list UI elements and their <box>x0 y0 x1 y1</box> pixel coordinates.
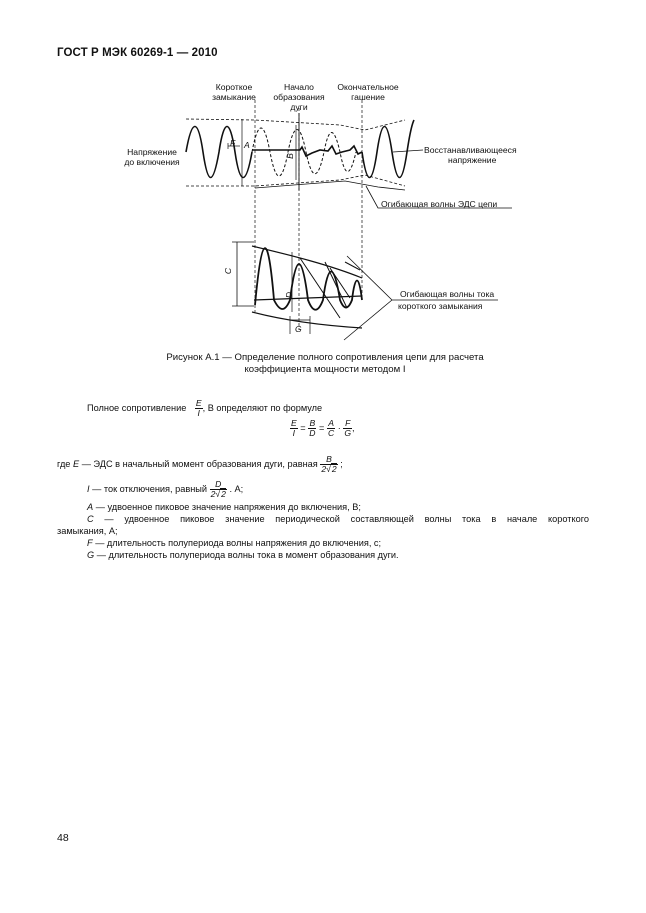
f3-den: C <box>327 428 335 438</box>
f2-den: D <box>309 428 316 438</box>
formula-dot: · <box>337 422 341 433</box>
i-frac-num: D <box>210 480 227 490</box>
g-var: G <box>87 550 95 560</box>
formula-eq2: = <box>319 422 325 433</box>
formula-frac-ei <box>290 419 298 438</box>
where-frac-num: B <box>320 455 337 465</box>
page-number: 48 <box>57 832 69 844</box>
dim-label-g: G <box>295 324 302 334</box>
where-den-b: 2 <box>331 464 337 474</box>
intro-after: , В определяют по формуле <box>202 402 323 413</box>
label-recovery-l2: напряжение <box>448 155 497 165</box>
definition-f <box>87 537 381 549</box>
definition-a <box>87 501 361 513</box>
definition-c-cont: замыкания, А; <box>57 526 118 536</box>
f2-num: B <box>309 418 316 428</box>
intro-text: Полное сопротивление <box>87 402 187 413</box>
dim-label-b: B <box>284 153 295 159</box>
dim-label-d: D <box>284 291 295 299</box>
f1-den: I <box>292 428 296 438</box>
f1-num: E <box>291 418 297 428</box>
label-voltage-before <box>114 147 190 167</box>
label-short-circuit-l2: замыкание <box>212 92 256 102</box>
a-text: — удвоенное пиковое значение напряжения до включения, В; <box>95 502 361 512</box>
i-var: I <box>87 483 90 494</box>
intro-paragraph <box>87 399 322 418</box>
c-var: C <box>87 514 94 524</box>
label-final-extinction <box>330 82 406 102</box>
where-var: E <box>72 458 80 469</box>
label-voltage-before-l1: Напряжение <box>127 147 177 157</box>
formula-end: , <box>352 422 355 433</box>
i-text: — ток отключения, равный <box>92 483 208 494</box>
i-den-a: 2 <box>210 489 216 499</box>
f3-num: A <box>328 418 334 428</box>
caption-line2: коэффициента мощности методом I <box>244 364 406 375</box>
label-voltage-before-l2: до включения <box>124 157 180 167</box>
formula-frac-fg <box>343 419 352 438</box>
label-final-ext-l1: Окончательное <box>337 82 399 92</box>
emf-envelope-line <box>255 181 405 190</box>
standard-header: ГОСТ Р МЭК 60269-1 — 2010 <box>57 47 218 59</box>
f-var: F <box>87 538 93 548</box>
where-text: — ЭДС в начальный момент образования дуги, равная <box>81 458 318 469</box>
where-den-a: 2 <box>321 464 327 474</box>
where-end: ; <box>340 458 343 469</box>
i-end: . А; <box>229 483 244 494</box>
label-final-ext-l2: гашение <box>351 92 385 102</box>
label-current-envelope-l2: короткого замыкания <box>398 301 483 311</box>
current-wave <box>255 248 362 310</box>
label-short-circuit-l1: Короткое <box>215 82 253 92</box>
i-frac-den: 2√2 <box>210 489 226 499</box>
f4-den: G <box>344 428 352 438</box>
c-text: — удвоенное пиковое значение периодической составляющей волны тока в начале короткого <box>104 514 589 524</box>
label-short-circuit <box>203 82 265 102</box>
dim-label-c: C <box>223 267 234 275</box>
a-var: A <box>87 502 94 512</box>
where-fraction <box>320 455 337 474</box>
label-arc-start <box>266 82 332 112</box>
label-arc-start-l1: Начало <box>284 82 314 92</box>
definition-i <box>87 480 243 499</box>
dim-label-f: F <box>230 138 236 148</box>
label-emf-envelope: Огибающая волны ЭДС цепи <box>381 199 498 209</box>
definition-g <box>87 549 399 561</box>
label-recovery-voltage <box>424 145 517 165</box>
where-frac-den: 2√2 <box>321 464 337 474</box>
label-current-envelope-l1: Огибающая волны тока <box>400 289 495 299</box>
intro-frac-num: E <box>195 398 202 408</box>
dim-label-a: A <box>244 140 250 150</box>
f-text: — длительность полупериода волны напряжения до включения, с; <box>95 538 382 548</box>
label-arc-start-l3: дуги <box>290 102 308 112</box>
intro-frac-den: I <box>197 408 200 418</box>
formula-frac-ac <box>327 419 335 438</box>
figure-caption <box>120 352 530 376</box>
label-recovery-l1: Восстанавливающееся <box>424 145 517 155</box>
recovery-voltage-wave <box>362 120 414 178</box>
intro-fraction <box>195 399 203 418</box>
where-prefix: где <box>57 458 71 469</box>
i-den-b: 2 <box>221 489 226 499</box>
g-text: — длительность полупериода волны тока в момент образования дуги. <box>96 550 399 560</box>
main-formula <box>290 419 355 438</box>
definition-e <box>57 455 343 474</box>
caption-line1: Рисунок А.1 — Определение полного сопротивления цепи для расчета <box>166 352 484 363</box>
label-arc-start-l2: образования <box>273 92 325 102</box>
i-fraction <box>210 480 227 499</box>
formula-frac-bd <box>308 419 316 438</box>
f4-num: F <box>345 418 351 428</box>
voltage-envelope-top <box>186 119 405 130</box>
definition-c <box>87 513 589 525</box>
voltage-envelope-bottom <box>186 175 405 186</box>
figure-a1 <box>0 0 646 360</box>
formula-eq1: = <box>300 422 306 433</box>
